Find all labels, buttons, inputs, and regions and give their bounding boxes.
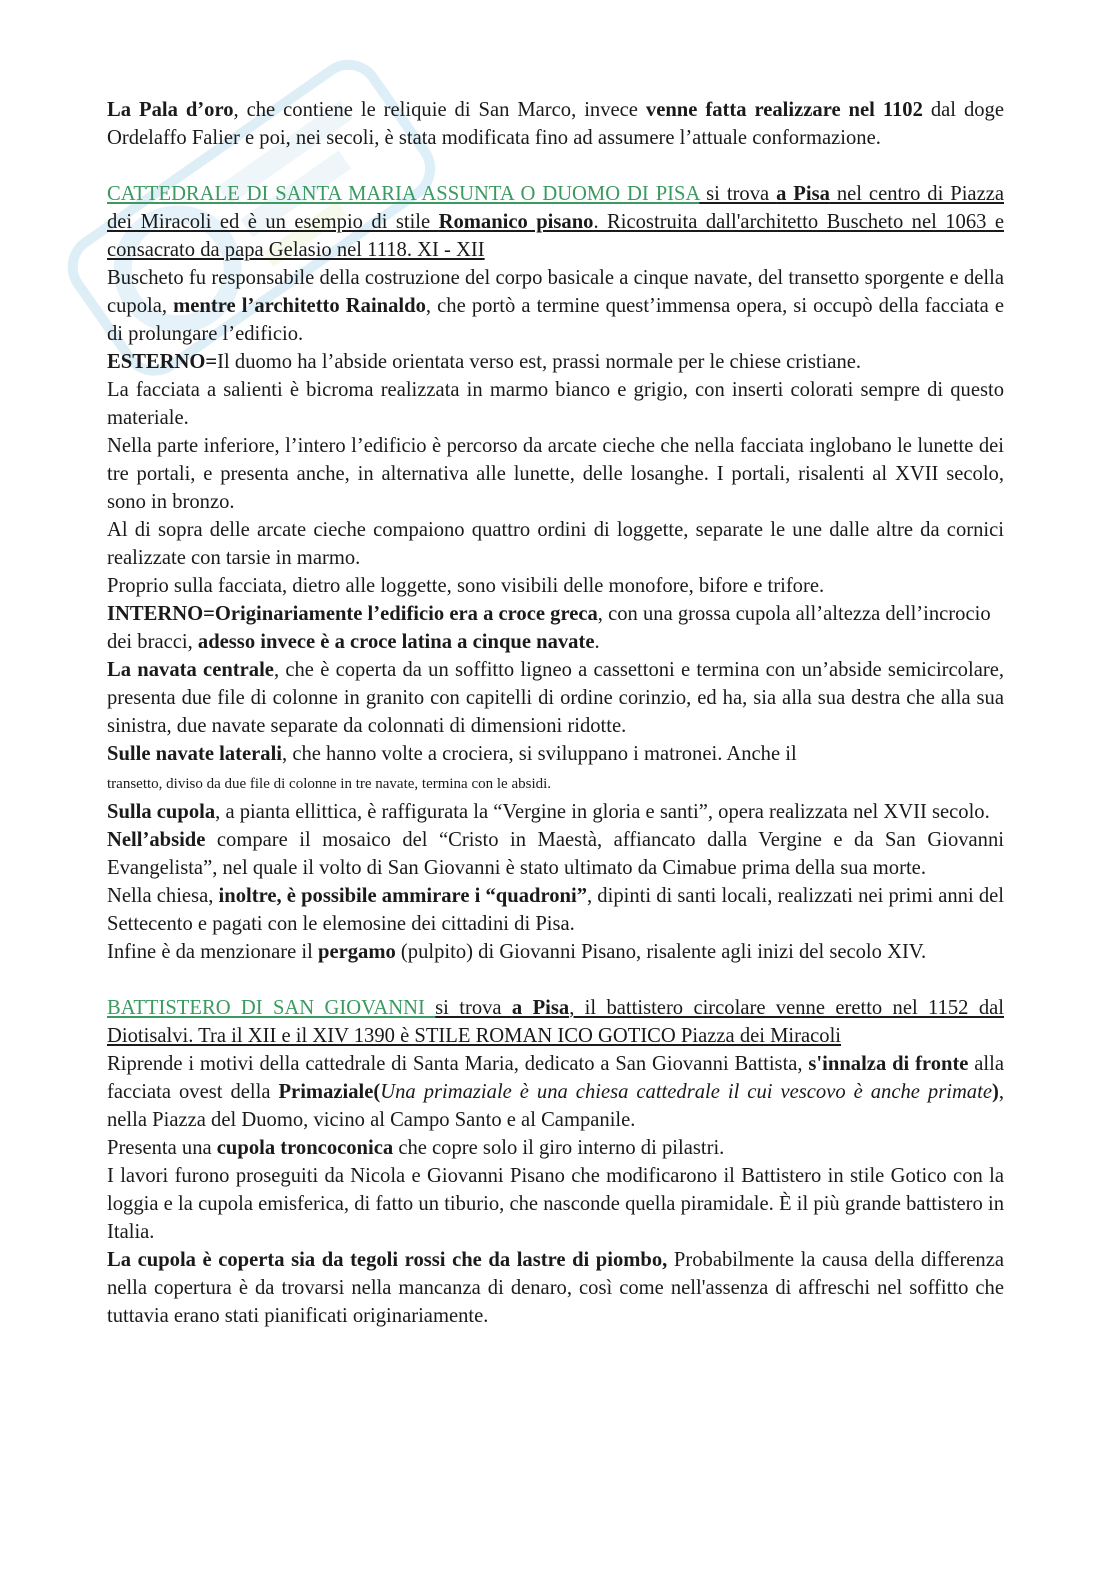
- text: Presenta una: [107, 1137, 217, 1159]
- text: , che portò a termine quest’immensa opera, si occupò della facciata e di prolungare l’edificio.: [107, 295, 1005, 345]
- text: Nella chiesa,: [107, 885, 219, 907]
- text-bold: cupola troncoconica: [216, 1137, 394, 1159]
- text: , che hanno volte a crociera, si sviluppano i matronei. Anche il: [282, 743, 797, 765]
- text: , che è coperta da un soffitto ligneo a cassettoni e termina con un’abside semicircolare, presenta due file di colonne in granito con capitelli di ordine corinzio, ed ha, sia alla sua destra che alla sua sinistra, due navate separate da colonnati di dimensioni ridotte.: [107, 659, 1004, 737]
- quadroni-paragraph: [107, 882, 1004, 938]
- text-bold: s'innalza di fronte: [808, 1053, 969, 1075]
- facciata-paragraph: La facciata a salienti è bicroma realizzata in marmo bianco e grigio, con inserti colorati sempre di questo materiale.: [107, 379, 1004, 429]
- battistero-intro: [107, 994, 1004, 1050]
- monofore-paragraph: Proprio sulla facciata, dietro alle loggette, sono visibili delle monofore, bifore e trifore.: [107, 575, 825, 597]
- text-bold: pergamo: [318, 941, 396, 963]
- text-bold: Romanico pisano: [438, 211, 594, 233]
- text-bold: Primaziale(: [278, 1081, 381, 1103]
- battistero-heading: BATTISTERO DI SAN GIOVANNI: [107, 997, 436, 1019]
- navata-paragraph: [107, 656, 1004, 740]
- text: , nella Piazza del Duomo, vicino al Campo Santo e al Campanile.: [107, 1081, 1004, 1131]
- text: Il duomo ha l’abside orientata verso est, prassi normale per le chiese cristiane.: [217, 351, 862, 373]
- text-italic: Una primaziale è una chiesa cattedrale il cui vescovo è anche primate: [380, 1081, 992, 1103]
- text-bold: adesso invece è a croce latina a cinque navate: [197, 631, 595, 653]
- abside-paragraph: [107, 826, 1004, 882]
- cupola-paragraph: [107, 798, 1004, 826]
- text: , a pianta ellittica, è raffigurata la “Vergine in gloria e santi”, opera realizzata nel XVII secolo.: [215, 801, 990, 823]
- text-bold: La cupola è coperta sia da tegoli rossi che da lastre di piombo,: [107, 1249, 668, 1271]
- text: . Ricostruita dall'architetto Buscheto nel 1063 e consacrato da papa Gelasio nel 1118. XI - XII: [107, 211, 1004, 261]
- arcate-paragraph: Al di sopra delle arcate cieche compaiono quattro ordini di loggette, separate le une dalle altre da cornici realizzate con tarsie in marmo.: [107, 519, 1004, 569]
- text: nel centro di Piazza dei Miracoli ed è un esempio di stile: [107, 183, 1004, 233]
- laterali-paragraph: [107, 740, 1016, 798]
- text: che copre solo il giro interno di pilastri.: [393, 1137, 725, 1159]
- text-bold: Sulla cupola: [107, 801, 216, 823]
- text: Buscheto fu responsabile della costruzione del corpo basicale a cinque navate, del transetto sporgente e della cupola,: [107, 267, 1004, 317]
- text-bold: mentre l’architetto Rainaldo: [173, 295, 426, 317]
- inferiore-paragraph: Nella parte inferiore, l’intero l’edificio è percorso da arcate cieche che nella facciata inglobano le lunette dei tre portali, e presenta anche, in alternativa alle lunette, delle losanghe. I portali, risalenti al XVII secolo, sono in bronzo.: [107, 435, 1004, 513]
- buscheto-paragraph: [107, 264, 1004, 348]
- text: , con una grossa cupola all’altezza dell’incrocio dei bracci,: [107, 603, 991, 653]
- lavori-paragraph: I lavori furono proseguiti da Nicola e Giovanni Pisano che modificarono il Battistero in stile Gotico con la loggia e la cupola emisferica, di fatto un tiburio, che nasconde quella piramidale. È il più grande battistero in Italia.: [107, 1165, 1004, 1243]
- riprende-paragraph: [107, 1050, 1004, 1134]
- text: si trova: [699, 183, 777, 205]
- text: Riprende i motivi della cattedrale di Santa Maria, dedicato a San Giovanni Battista,: [107, 1053, 809, 1075]
- pergamo-paragraph: [107, 938, 1004, 966]
- document-page: [107, 96, 1004, 1330]
- text-bold: a Pisa: [511, 997, 570, 1019]
- cupola-troncoconica-paragraph: [107, 1134, 1004, 1162]
- text-bold: Nell’abside: [107, 829, 206, 851]
- duomo-intro: [107, 180, 1004, 264]
- text-bold: La navata centrale: [107, 659, 274, 681]
- text: , dipinti di santi locali, realizzati nei primi anni del Settecento e pagati con le elemosine dei cittadini di Pisa.: [107, 885, 1004, 935]
- text: .: [594, 631, 600, 653]
- text-bold: venne fatta realizzare nel 1102: [645, 99, 923, 121]
- text-bold: Sulle navate laterali: [107, 743, 283, 765]
- text-bold: ): [991, 1081, 999, 1103]
- esterno-paragraph: [107, 348, 1004, 376]
- text-bold: inoltre, è possibile ammirare i “quadroni”: [218, 885, 587, 907]
- text: , il battistero circolare venne eretto nel 1152 dal Diotisalvi. Tra il XII e il XIV 1390 è STILE ROMAN ICO GOTICO Piazza dei Miracoli: [107, 997, 1004, 1047]
- text: alla facciata ovest della: [107, 1053, 1005, 1103]
- text: si trova: [435, 997, 512, 1019]
- text: Probabilmente la causa della differenza nella copertura è da trovarsi nella mancanza di denaro, così come nell'assenza di affreschi nel soffitto che tuttavia erano stati pianificati originariamente.: [107, 1249, 1004, 1327]
- text-bold: INTERNO=Originariamente l’edificio era a croce greca: [107, 603, 598, 625]
- copertura-paragraph: [107, 1246, 1004, 1330]
- text: (pulpito) di Giovanni Pisano, risalente agli inizi del secolo XIV.: [395, 941, 927, 963]
- text-bold: ESTERNO=: [107, 351, 218, 373]
- interno-paragraph: [107, 600, 1004, 656]
- text: dal doge Ordelaffo Falier e poi, nei secoli, è stata modificata fino ad assumere l’attuale conformazione.: [107, 99, 1004, 149]
- text: transetto, diviso da due file di colonne in tre navate, termina con le absidi.: [107, 776, 552, 792]
- duomo-heading: CATTEDRALE DI SANTA MARIA ASSUNTA O DUOMO DI PISA: [107, 183, 700, 205]
- pala-doro-paragraph: [107, 96, 1004, 152]
- text: compare il mosaico del “Cristo in Maestà, affiancato dalla Vergine e da San Giovanni Evangelista”, nel quale il volto di San Giovanni è stato ultimato da Cimabue prima della sua morte.: [107, 829, 1004, 879]
- text-bold: a Pisa: [776, 183, 830, 205]
- text: Infine è da menzionare il: [107, 941, 318, 963]
- text: , che contiene le reliquie di San Marco, invece: [233, 99, 646, 121]
- pala-doro-term: La Pala d’oro: [107, 99, 234, 121]
